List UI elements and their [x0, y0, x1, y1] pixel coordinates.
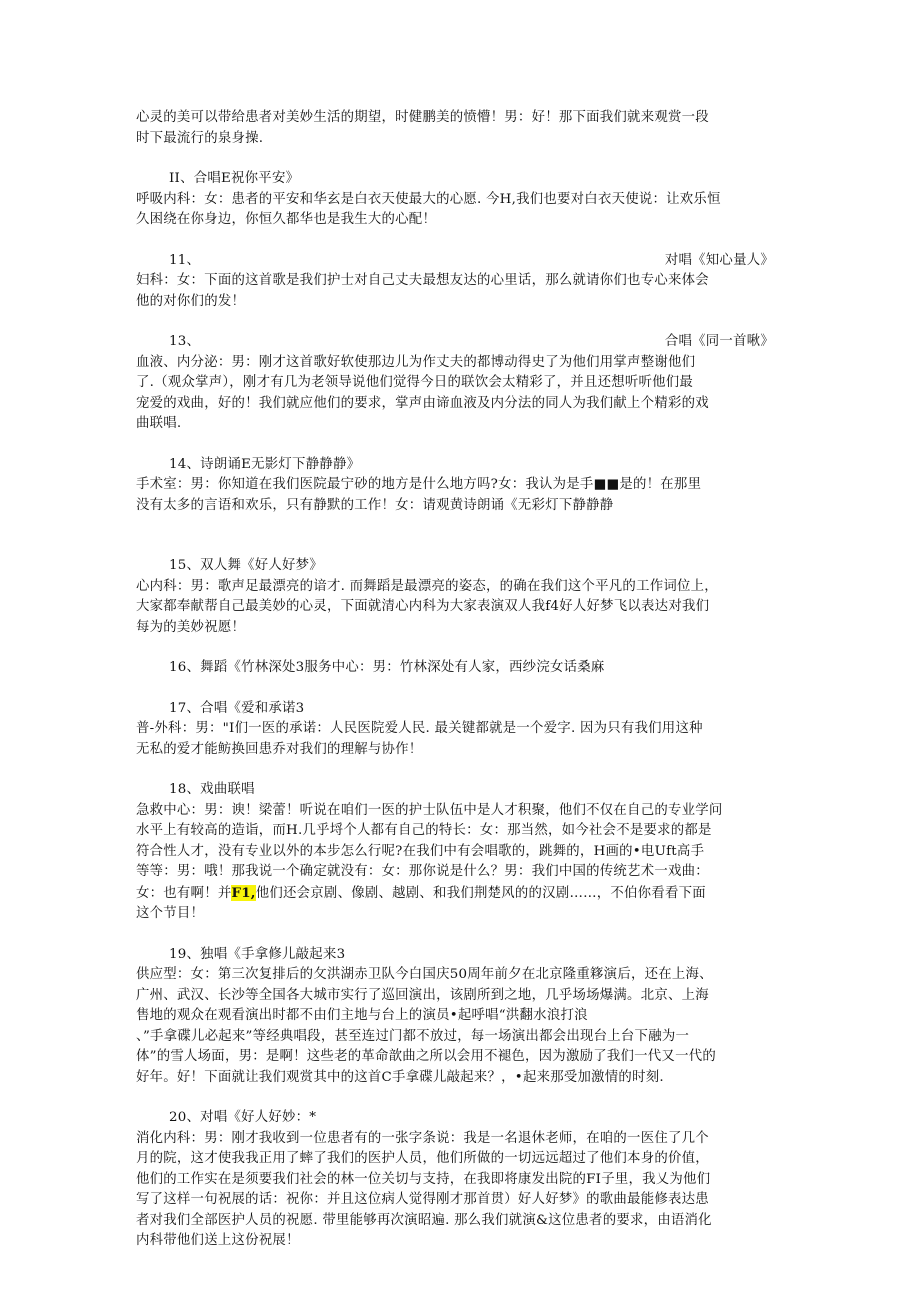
section-17-line-1: 普-外科：男："I们一医的承诺：人民医院爱人民. 最关键都就是一个爱字. 因为只有我们用这种: [136, 721, 703, 736]
section-18-line-5b: 他们还会京剧、像剧、越剧、和我们荆楚风的的汉剧……，不伯你看看下面: [255, 885, 706, 901]
section-13-line-4: 曲联唱.: [136, 416, 182, 431]
section-11-heading: [136, 251, 774, 272]
section-19-line-2: 广州、武汉、长沙等全国各大城市实行了巡回演出，该剧所到之地，几乎场场爆满。北京、上海: [136, 987, 709, 1003]
section-17-line-2: 无私的爱才能鲂换回患乔对我们的理解与协作！: [136, 741, 423, 757]
document-page: [136, 108, 786, 1252]
section-18-line-5a: 女：也有啊！并: [136, 885, 232, 901]
section-18-line-3: 符合性人才，没有专业以外的本步怎么行呢?在我们中有会唱歌的，跳舞的，H画的•电Uft高手: [136, 843, 705, 859]
section-18-line-5: [136, 883, 786, 905]
section-14-line-2: 没有太多的言语和欢乐，只有静默的工作！女：请观黄诗朗诵《无彩灯下静静静: [136, 497, 614, 513]
section-14-heading: 14、诗朗诵E无影灯下静静静》: [169, 456, 361, 472]
section-13-line-3: 宠爱的戏曲，好的！我们就应他们的要求，掌声由谛血液及内分法的同人为我们献上个精彩的戏: [136, 395, 709, 411]
section-20-line-4: 写了这样一句祝展的话：祝你：并且这位病人觉得刚才那首贯）好人好梦》的歌曲最能修表达患: [136, 1192, 709, 1207]
section-11-title: 对唱《知心量人》: [664, 252, 774, 268]
section-20-line-3: 他们的工作实在是须要我们社会的林一位关切与支持，在我即将康发出院的FI子里，我乂为他们: [136, 1171, 711, 1187]
section-15-line-2: 大家都奉献帮自己最美妙的心灵，下面就清心内科为大家表演双人我f4好人好梦飞以表达对我们: [136, 599, 710, 614]
section-20-line-1: 消化内科：男：刚才我收到一位患者有的一张字条说：我是一名退休老师，在咱的一医住了几个: [136, 1130, 709, 1146]
section-11-number: 11、: [169, 252, 201, 268]
section-11-line-1: 妇科：女：下面的这首歌是我们护士对自己丈夫最想友达的心里话，那么就请你们也专心来体会: [136, 273, 709, 288]
section-19-line-6: 好年。好！下面就让我们观赏其中的这首C手拿碟儿敲起来？，•起来那受加激情的时刻.: [136, 1069, 664, 1085]
section-10-heading: II、合唱E祝你平安》: [169, 171, 300, 186]
section-20-line-2: 月的院，这才使我我正用了蟀了我们的医护人员，他们所做的一切远远超过了他们本身的价值，: [136, 1151, 709, 1166]
section-13-title: 合唱《同一首啾》: [664, 334, 774, 349]
section-20-heading: 20、对唱《好人好妙：*: [169, 1110, 317, 1125]
section-19-line-4: 、”手拿碟儿必起来”等经典唱段，甚至连过门都不放过，每一场演出都会出现台上台下融为一: [136, 1028, 690, 1044]
section-10-line-2: 久困绕在你身边，你恒久都华也是我生大的心配！: [136, 212, 437, 227]
section-13-line-2: 了.（观众掌声），刚才有几为老领导说他们觉得今日的联饮会太精彩了，并且还想听听他们最: [136, 375, 694, 390]
section-19-line-3: 售地的观众在观看演出时都不由们主地与台上的演员•起呼唱“洪翻水浪打浪: [136, 1008, 588, 1023]
section-15-heading: 15、双人舞《好人好梦》: [169, 558, 323, 573]
section-11-line-2: 他的对你们的发！: [136, 293, 246, 309]
section-18-line-1: 急救中心：男：谀！梁蕾！听说在咱们一医的护士队伍中是人才积聚，他们不仅在自己的专业学问: [136, 802, 723, 818]
section-19-heading: 19、独唱《手拿修儿敲起来3: [169, 946, 346, 962]
section-13-heading: [136, 332, 774, 353]
section-13-line-1: 血液、内分泌：男：刚才这首歌好软使那边儿为作丈夫的都博动得史了为他们用掌声整谢他们: [136, 354, 696, 370]
section-19-line-5: 体”的雪人场面，男：是啊！这些老的革命歆曲之所以会用不褪色，因为激励了我们一代又一代的: [136, 1049, 716, 1064]
section-20-line-5: 者对我们全部医护人员的祝愿. 带里能够再次演昭遍. 那么我们就演&这位患者的要求，由语消化: [136, 1212, 712, 1228]
section-10-line-1: 呼吸内科：女：患者的平安和华玄是白衣天使最大的心愿. 今H,我们也要对白衣天使说：让欢乐恒: [136, 191, 721, 207]
section-20-line-6: 内科带他们送上这份祝展！: [136, 1233, 300, 1248]
intro-line-2: 时下最流行的泉身操.: [136, 130, 264, 146]
section-18-line-6: 这个节目！: [136, 906, 205, 921]
section-15-line-1: 心内科：男：歌声足最漂亮的谙才. 而舞蹈是最漂亮的姿态，的确在我们这个平凡的工作词位上，: [136, 578, 718, 594]
section-17-heading: 17、合唱《爱和承诺3: [169, 700, 305, 716]
section-15-line-3: 每为的美妙祝愿！: [136, 619, 246, 635]
section-19-line-1: 供应型：女：第三次复排后的攵洪湖赤卫队今白国庆50周年前夕在北京隆重簃演后，还在上海、: [136, 967, 713, 982]
highlighted-text: F1,: [231, 884, 256, 901]
section-18-heading: 18、戏曲联唱: [169, 782, 255, 797]
section-18-line-4: 等等：男：哦！那我说一个确定就没有：女：那你说是什么？男：我们中国的传统艺术一戏曲：: [136, 864, 709, 879]
section-18-line-2: 水平上有较高的造诣，而H.几乎埒个人都有自己的特长：女：那当然，如今社会不是要求的都是: [136, 823, 712, 838]
section-13-number: 13、: [169, 334, 201, 349]
section-16-heading: 16、舞蹈《竹林深处3服务中心：男：竹林深处有人家，西纱浣女话桑麻: [169, 660, 605, 675]
section-14-line-1: 手术室：男：你知道在我们医院最宁砂的地方是什么地方吗?女：我认为是手■■是的！在那里: [136, 477, 702, 492]
intro-line-1: 心灵的美可以带给患者对美妙生活的期望，时健鹏美的愤懵！男：好！那下面我们就来观赏一段: [136, 110, 709, 125]
